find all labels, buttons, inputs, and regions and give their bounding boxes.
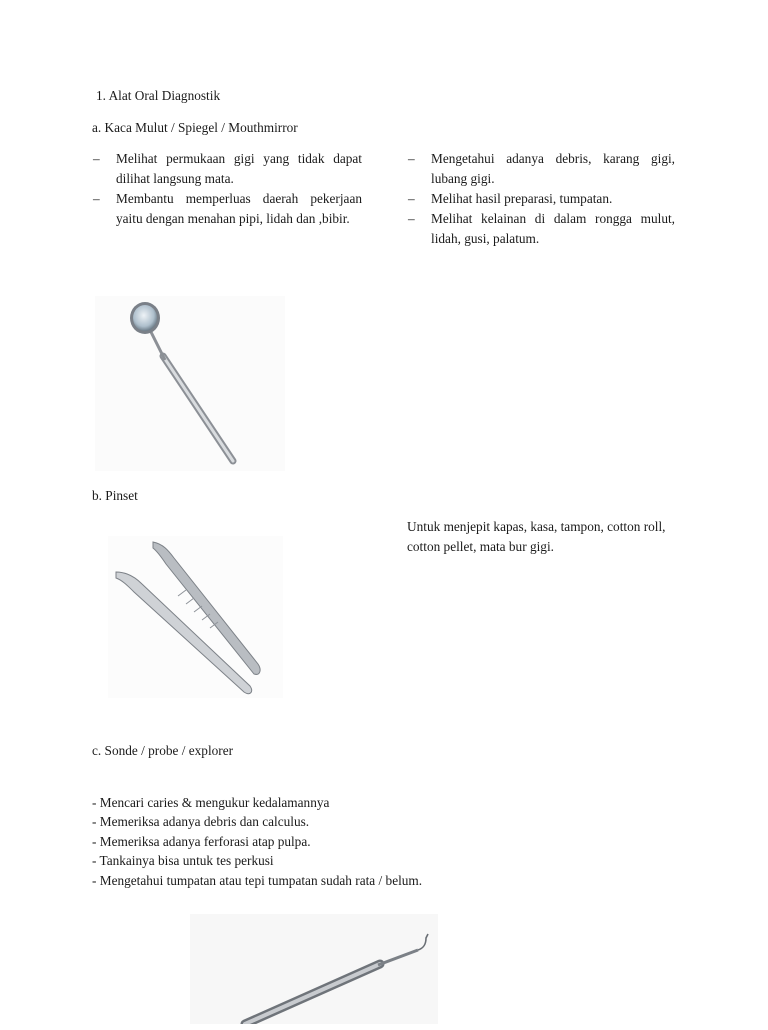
list-item: - Memeriksa adanya debris dan calculus. (92, 814, 310, 830)
pinset-image (108, 536, 283, 698)
pinset-description: Untuk menjepit kapas, kasa, tampon, cotton roll, cotton pellet, mata bur gigi. (407, 519, 666, 554)
mirror-uses-left (92, 149, 362, 229)
list-item: – Melihat permukaan gigi yang tidak dapat dilihat langsung mata. (92, 149, 362, 189)
probe-uses-list (92, 793, 422, 890)
list-item: - Mengetahui tumpatan atau tepi tumpatan sudah rata / belum. (92, 872, 423, 888)
mouth-mirror-icon (95, 296, 285, 471)
list-item: – Mengetahui adanya debris, karang gigi, lubang gigi. (407, 149, 675, 189)
section-a-heading: a. Kaca Mulut / Spiegel / Mouthmirror (92, 120, 298, 135)
list-item: - Mencari caries & mengukur kedalamannya (92, 795, 330, 810)
list-item: – Membantu memperluas daerah pekerjaan yaitu dengan menahan pipi, lidah dan ,bibir. (92, 189, 362, 229)
mirror-uses-right (407, 149, 675, 249)
list-item: – Melihat kelainan di dalam rongga mulut, lidah, gusi, palatum. (407, 209, 675, 249)
mouth-mirror-image (95, 296, 285, 471)
probe-image (190, 914, 438, 1024)
tweezers-icon (108, 536, 283, 698)
section-b-heading: b. Pinset (92, 488, 138, 503)
list-item: - Tankainya bisa untuk tes perkusi (92, 853, 274, 869)
list-item: – Melihat hasil preparasi, tumpatan. (407, 189, 675, 209)
dental-probe-icon (190, 914, 438, 1024)
section-c-heading: c. Sonde / probe / explorer (92, 743, 234, 758)
list-item: - Memeriksa adanya ferforasi atap pulpa. (92, 833, 311, 849)
document-title: 1. Alat Oral Diagnostik (96, 88, 221, 103)
